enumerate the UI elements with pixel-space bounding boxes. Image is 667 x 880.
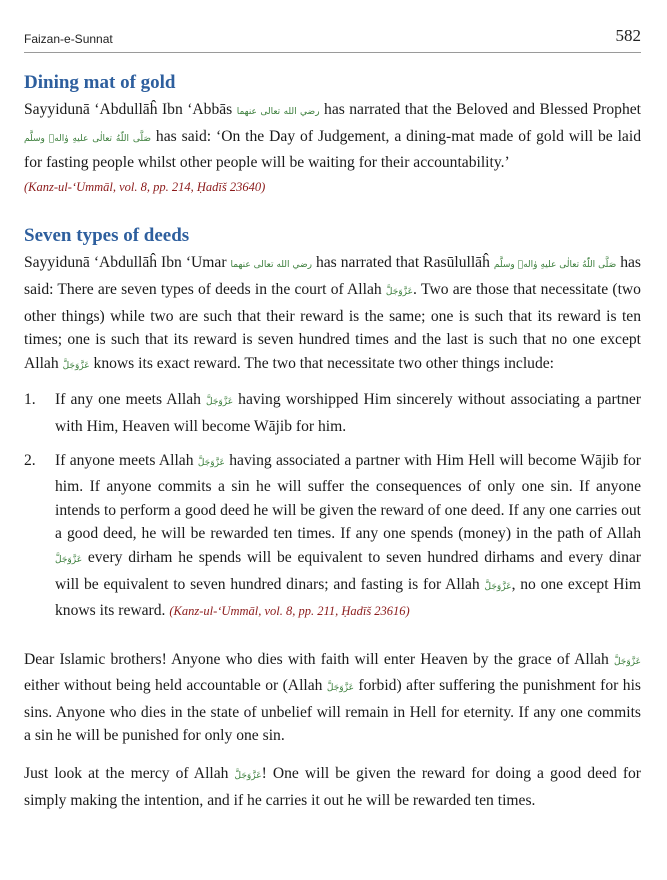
section1-paragraph: Sayyidunā ‘Abdullāĥ Ibn ‘Abbās رضي الله تعالى عنهما has narrated that the Beloved and Blessed Prophet صَلَّى اللّٰهُ تعالٰى عليهِ وٰالهٖ وسلَّم has said: ‘On the Day of Judgement, a dining-mat made of gold will be laid for fasting people whilst other people will be waiting for their accountability.’ (Kanz-ul-‘Ummāl, vol. 8, pp. 214, Ḥadīš 23640) [24,101,642,194]
honorific-sallallahu-alaihi-wasallam: صَلَّى اللّٰهُ تعالٰى عليهِ وٰالهٖ وسلَّم [493,260,617,271]
honorific-radiyallahu-anhuma: رضي الله تعالى عنهما [230,260,312,271]
section-heading-dining-mat: Dining mat of gold [24,72,176,93]
section2-paragraph: Sayyidunā ‘Abdullāĥ Ibn ‘Umar رضي الله تعالى عنهما has narrated that Rasūlullāĥ صَلَّى اللّٰهُ تعالٰى عليهِ وٰالهٖ وسلَّم has said: There are seven types of deeds in the court of Allah عَزَّوَجَلَّ. Two are those that necessitate (two other things) while two are such that their reward is the same; one is such that its reward is ten times; one is such that its reward is seven hundred times and the last is such that no one except Allah عَزَّوَجَلَّ knows its exact reward. The two that necessitate two other things include: [24,254,642,372]
list-number: 2. [24,451,36,469]
honorific-radiyallahu-anhuma: رضي الله تعالى عنهما [236,107,320,117]
honorific-azza-wa-jall: عَزَّوَجَلَّ [484,581,512,592]
paragraph-dear-brothers: Dear Islamic brothers! Anyone who dies with faith will enter Heaven by the grace of Allah عَزَّوَجَلَّ either without being held accountable or (Allah عَزَّوَجَلَّ forbid) after suffering the punishment for his sins. Anyone who dies in the state of unbelief will remain in Hell for eternity. If any one commits a sin he will be punished for only one sin. [24,650,641,745]
reference-citation: (Kanz-ul-‘Ummāl, vol. 8, pp. 211, Ḥadīš 23616) [169,604,410,619]
honorific-azza-wa-jall: عَزَّوَجَلَّ [385,286,413,297]
numbered-list [24,388,641,623]
list-item: 2. If anyone meets Allah عَزَّوَجَلَّ having associated a partner with Him Hell will become Wājib for him. If anyone commits a sin he will suffer the consequences of only one sin. If anyone intends to perform a good deed he will be given the reward of one deed. If any one carries out a good deed, he will be rewarded ten times. If any one spends (money) in the path of Allah عَزَّوَجَلَّ every dirham he spends will be equivalent to seven hundred dirhams and every dinar will be equivalent to seven hundred dinars; and fasting is for Allah عَزَّوَجَلَّ, no one except Him knows its reward. (Kanz-ul-‘Ummāl, vol. 8, pp. 211, Ḥadīš 23616) [24,449,641,624]
honorific-azza-wa-jall: عَزَّوَجَلَّ [234,771,262,782]
honorific-sallallahu-alaihi-wasallam: صَلَّى اللّٰهُ تعالٰى عليهِ وٰالهٖ وسلَّم [24,133,151,144]
honorific-azza-wa-jall: عَزَّوَجَلَّ [62,360,90,371]
honorific-azza-wa-jall: عَزَّوَجَلَّ [197,457,225,468]
running-title: Faizan-e-Sunnat [24,32,113,46]
honorific-azza-wa-jall: عَزَّوَجَلَّ [613,656,641,667]
honorific-azza-wa-jall: عَزَّوَجَلَّ [326,683,354,694]
list-number: 1. [24,391,36,409]
page-number: 582 [615,26,641,45]
honorific-azza-wa-jall: عَزَّوَجَلَّ [206,397,234,408]
reference-citation: (Kanz-ul-‘Ummāl, vol. 8, pp. 214, Ḥadīš 23640) [24,179,266,194]
section-heading-seven-types: Seven types of deeds [24,225,190,247]
honorific-azza-wa-jall: عَزَّوَجَلَّ [55,554,83,565]
page-content [24,70,641,812]
list-item: 1. If any one meets Allah عَزَّوَجَلَّ having worshipped Him sincerely without associating a partner with Him, Heaven will become Wājib for him. [24,388,641,438]
page-header [24,22,641,53]
paragraph-mercy: Just look at the mercy of Allah عَزَّوَجَلَّ! One will be given the reward for doing a good deed for simply making the intention, and if he carries it out he will be rewarded ten times. [24,765,641,809]
